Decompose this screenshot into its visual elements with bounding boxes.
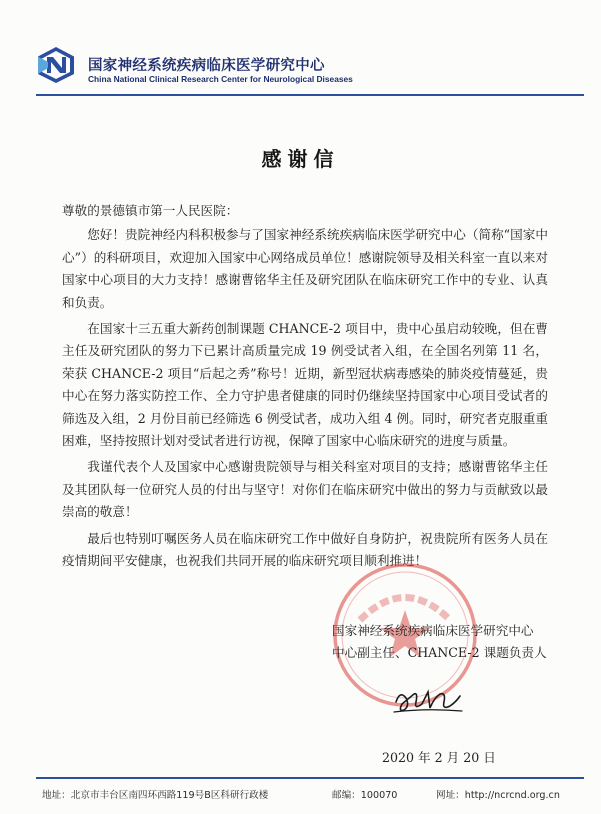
paragraph-1: 您好！贵院神经内科积极参与了国家神经系统疾病临床医学研究中心（简称“国家中心”）的科研项目，欢迎加入国家中心网络成员单位！感谢院领导及相关科室一直以来对国家中心项目的大力支持！感谢曹铭华主任及研究团队在临床研究工作中的专业、认真和负责。 <box>62 227 548 310</box>
center-logo-icon <box>36 46 76 84</box>
letter-body <box>62 200 548 577</box>
paragraph-3: 我谨代表个人及国家中心感谢贵院领导与相关科室对项目的支持；感谢曹铭华主任及其团队每一位研究人员的付出与坚守！对你们在临床研究中做出的努力与贡献致以最崇高的敬意！ <box>62 459 548 520</box>
footer-divider <box>36 777 584 779</box>
signature-org: 国家神经系统疾病临床医学研究中心 <box>332 623 534 638</box>
signature-block <box>332 620 547 664</box>
org-name-en: China National Clinical Research Center for Neurological Diseases <box>88 74 353 84</box>
footer-address: 地址：北京市丰台区南四环西路119号B区科研行政楼 <box>42 790 269 801</box>
letterhead <box>0 0 601 100</box>
letter-date: 2020 年 2 月 20 日 <box>382 750 496 765</box>
paragraph-2: 在国家十三五重大新药创制课题 CHANCE-2 项目中，贵中心虽启动较晚，但在曹主任及研究团队的努力下已累计高质量完成 19 例受试者入组，在全国名列第 11 名，荣获 CHANCE-2 项目“后起之秀”称号！近期，新型冠状病毒感染的肺炎疫情蔓延，贵中心在努力落实防控工作、全力守护患者健康的同时仍继续坚持国家中心项目受试者的筛选及入组，2 月份目前已经筛选 6 例受试者，成功入组 4 例。同时，研究者克服重重困难，坚持按照计划对受试者进行访视，保障了国家中心临床研究的进度与质量。 <box>62 321 548 449</box>
signature-title: 中心副主任、CHANCE-2 课题负责人 <box>332 645 547 660</box>
letter-title: 感谢信 <box>261 147 340 171</box>
header-divider <box>36 94 584 96</box>
footer-postcode: 邮编：100070 <box>332 790 398 801</box>
paragraph-4: 最后也特别叮嘱医务人员在临床研究工作中做好自身防护，祝贵院所有医务人员在疫情期间平安健康，也祝我们共同开展的临床研究项目顺利推进！ <box>62 530 548 569</box>
salutation: 尊敬的景德镇市第一人民医院： <box>62 203 239 218</box>
footer-website: 网址：http://ncrcnd.org.cn <box>436 790 560 801</box>
org-name-cn: 国家神经系统疾病临床医学研究中心 <box>88 58 325 74</box>
handwritten-signature-icon <box>390 684 466 716</box>
